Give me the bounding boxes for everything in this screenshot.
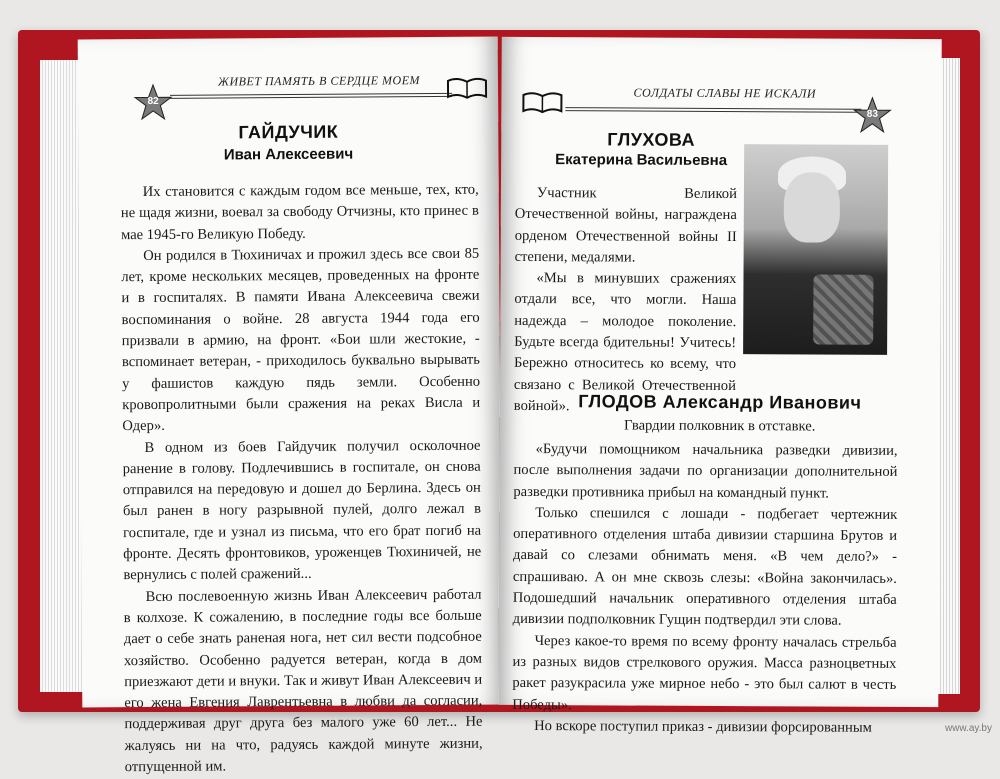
veteran-portrait-photo [743,144,888,355]
right-page-number: 83 [853,109,891,120]
right-page [498,37,941,707]
left-entry-surname: ГАЙДУЧИК [78,121,498,145]
entry1-body-text [514,183,737,418]
entry2-name: ГЛОДОВ Александр Иванович [500,391,940,414]
left-header-rule [170,93,452,99]
paragraph: Через какое-то время по всему фронту началась стрельба из разных видов стрелкового оружия. Масса разноцветных ракет разукрасила уже мирное небо - это был салют в честь Победы». [512,631,896,718]
entry2-rank: Гвардии полковник в отставке. [500,415,940,439]
watermark: www.ay.by [945,723,992,734]
paragraph: Участник Великой Отечественной войны, награждена орденом Отечественной войны II степени, медалями. [515,183,737,269]
left-page [78,37,503,708]
paragraph: Но вскоре поступил приказ - дивизии форсированным [512,716,896,739]
right-running-head: СОЛДАТЫ СЛАВЫ НЕ ИСКАЛИ [633,86,816,102]
page-number-star-icon [853,97,891,135]
right-header-rule [565,107,861,113]
paragraph: «Мы в минувших сражениях отдали все, что могли. Наша надежда – молодое поколение. Будьте всегда бдительны! Учитесь! Бережно относитесь ко всему, что связано с Великой Отечественной войной». [514,268,737,418]
paragraph: Их становится с каждым годом все меньше, тех, кто, не щадя жизни, воевал за свободу Отчизны, кто принес в мае 1945-го Великую Победу. [121,180,479,246]
page-number-star-icon [134,84,172,122]
entry2-body-text [512,439,898,739]
left-page-number: 82 [134,96,172,107]
paragraph: Он родился в Тюхиничах и прожил здесь все свои 85 лет, кроме нескольких месяцев, проведенных на фронте и в госпиталях. В памяти Ивана Алексеевича свежи воспоминания о войне. 28 августа 1944 года его призвали в армию, на фронт. «Бои шли жестокие, - вспоминает ветеран, - приходилось буквально вырывать у фашистов каждую пядь земли. Особенно кровопролитными были сражения на реках Висла и Одер». [121,244,480,438]
left-running-head: ЖИВЕТ ПАМЯТЬ В СЕРДЦЕ МОЕМ [218,73,420,89]
paragraph: Только спешился с лошади - подбегает чертежник оперативного отделения штаба дивизии старшина Брутов и давай со слезами обнимать меня. «В чем дело?» - спрашиваю. А он мне сквозь слезы: «Война закончилась». Подошедший начальник оперативного отделения штаба дивизии подполковник Гущин подтвердил эти слова. [513,503,898,633]
left-body-text [121,180,483,779]
open-book-icon [521,89,563,115]
paragraph: В одном из боев Гайдучик получил осколочное ранение в голову. Подлечившись в госпитале, он снова отправился на передовую и дошел до Берлина. Здесь он был ранен в ногу разрывной пулей, долго лежал в госпитале, где и узнал из письма, что его брат погиб на фронте. Десять фронтовиков, уроженцев Тюхиничей, не вернулись с полей сражений... [122,435,481,587]
entry1-surname: ГЛУХОВА [561,129,741,151]
open-book-icon [446,75,488,101]
paragraph: «Будучи помощником начальника разведки дивизии, после выполнения задачи по организации дополнительной разведки противника прибыл на командный пункт. [513,439,897,505]
left-entry-given-name: Иван Алексеевич [78,145,498,165]
paragraph: Всю послевоенную жизнь Иван Алексеевич работал в колхозе. К сожалению, в последние годы все больше дает о себе знать раненая нога, нет сил вести подсобное хозяйство. Особенно радуется ветеран, когда в дом приезжают дети и внуки. Так и живут Иван Алексеевич и его жена Евгения Лаврентьевна в любви да согласии, поддерживая друг друга без малого уже 60 лет... Не жалуясь ни на что, радуясь каждой минуте жизни, отпущенной им. [123,584,482,778]
entry1-given-name: Екатерина Васильевна [531,151,751,169]
